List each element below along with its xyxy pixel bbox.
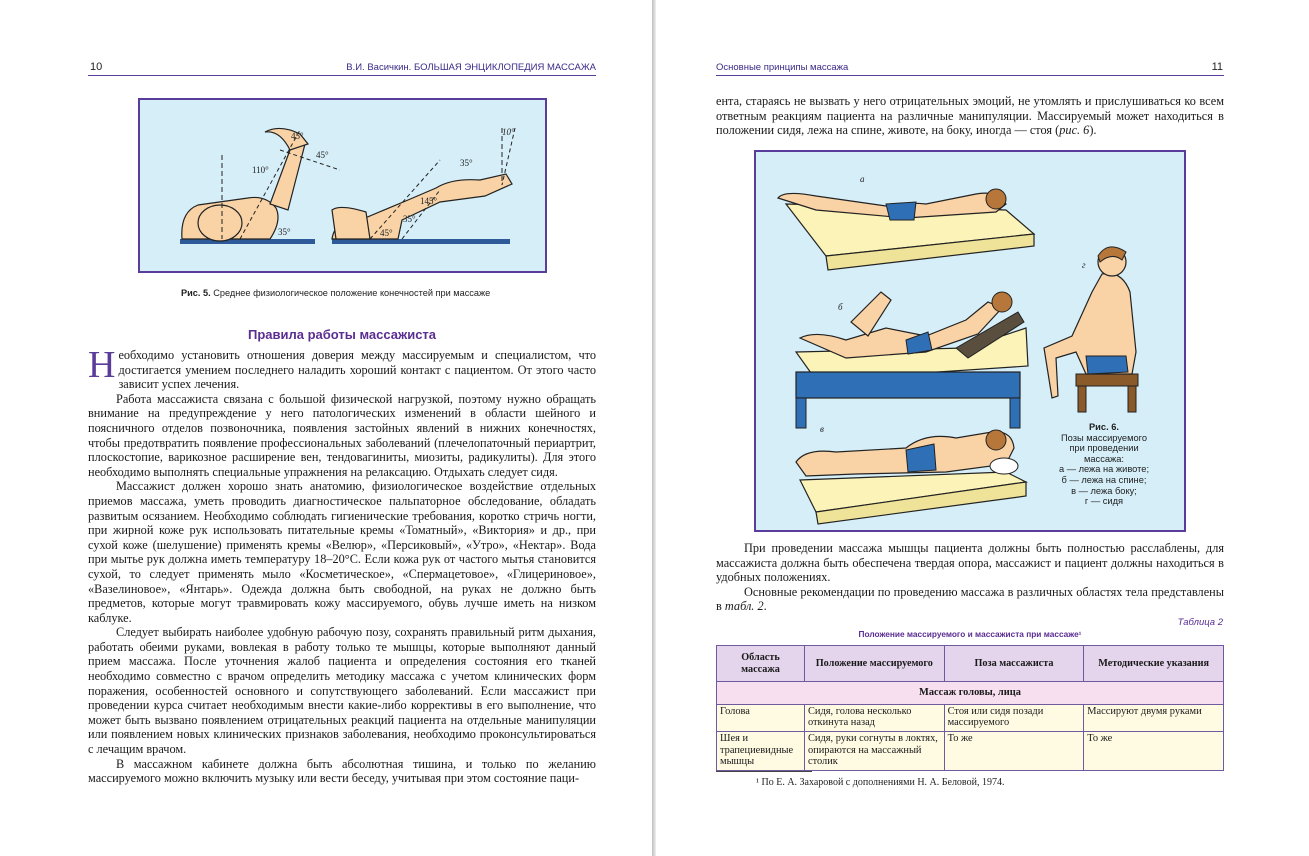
body-text-right — [716, 541, 1224, 614]
angle-label: 35° — [460, 158, 473, 168]
pose-label-g: г — [1082, 260, 1086, 270]
table-cell: То же — [1084, 731, 1224, 770]
page-number-right: 11 — [1211, 61, 1223, 73]
table-cell: Голова — [717, 704, 805, 731]
pose-label-v: в — [820, 424, 824, 434]
table-header: Поза массажиста — [944, 646, 1084, 682]
limb-position-illustration — [140, 100, 545, 271]
caption-label: Рис. 6. — [1088, 422, 1119, 432]
table-row — [717, 731, 1224, 770]
right-page — [656, 0, 1309, 856]
caption-line: г — сидя — [1084, 496, 1124, 507]
paragraph: Необходимо установить отношения доверия между массируемым и специалистом, что достигается умением последнего наладить хороший контакт с пациентом. От этого часто зависит успех лечения. — [88, 344, 596, 392]
table-cell: То же — [944, 731, 1084, 770]
table-number: Таблица 2 — [1177, 617, 1223, 628]
angle-label: 35° — [278, 227, 291, 237]
table-header: Положение массируемого — [804, 646, 944, 682]
angle-label: 45° — [291, 131, 304, 141]
caption-label: Рис. 5. — [181, 288, 211, 298]
footnote-rule — [716, 771, 812, 772]
paragraph: Основные рекомендации по проведению массажа в различных областях тела представлены в табл. 2. — [716, 584, 1224, 614]
paragraph: Следует выбирать наиболее удобную рабочую позу, сохранять правильный ритм дыхания, работать обеими руками, вовлекая в работу только те мышцы, которые выполняют данный прием массажа. После уточнения жалоб пациента и определения состояния его тканей необходимо совместно с врачом определить методику массажа с учетом клинических форм поражения, особенностей основного и сопутствующего заболеваний. Если массажист при проведении курса считает необходимым внести какие-либо коррективы в его выполнение, что может быть вызвано появлением отрицательных реакций пациента на отдельные манипуляции или появлением новых клинических признаков заболевания, необходимо проконсультироваться с лечащим врачом. — [88, 625, 596, 757]
table-cell: Стоя или сидя позади массируемого — [944, 704, 1084, 731]
caption-line: массажа: — [1083, 453, 1124, 464]
angle-label: 35° — [403, 214, 416, 224]
paragraph: В массажном кабинете должна быть абсолютная тишина, и только по желанию массируемого можно включить музыку или вести беседу, учитывая при этом состояние паци- — [88, 756, 596, 786]
table-cell: Массируют двумя руками — [1084, 704, 1224, 731]
paragraph: При проведении массажа мышцы пациента должны быть полностью расслаблены, для массажиста должна быть обеспечена твердая опора, массажист и пациент должны находиться в удобных положениях. — [716, 541, 1224, 585]
page-number-left: 10 — [90, 61, 103, 73]
caption-line: в — лежа боку; — [1071, 485, 1137, 496]
positions-table — [716, 645, 1224, 771]
caption-line: Позы массируемого — [1060, 432, 1148, 443]
table-header-row — [717, 646, 1224, 682]
running-head-right: Основные принципы массажа — [716, 62, 849, 73]
table-cell: Сидя, руки согнуты в локтях, опираются на массажный столик — [804, 731, 944, 770]
angle-label: 110° — [252, 165, 269, 175]
table-header: Область массажа — [717, 646, 805, 682]
pose-label-b: б — [838, 302, 843, 312]
angle-label: 45° — [316, 150, 329, 160]
figure-5-caption — [181, 288, 490, 298]
table-section: Массаж головы, лица — [717, 682, 1224, 705]
paragraph: Массажист должен хорошо знать анатомию, физиологическое воздействие отдельных приемов массажа, уметь проводить диагностическое пальпаторное обследование, обладать развитым осязанием. Необходимо соблюдать гигиенические требования, коротко стричь ногти, при жирной коже рук использовать питательные кремы «Томатный», «Виктория» и др., при сухой коже (шелушение) применять кремы «Велюр», «Персиковый», «Утро», «Нектар». Вода при мытье рук должна иметь температуру 18–20°С. Если кожа рук от частого мытья становится сухой, то следует применять мыло «Косметическое», «Спермацетовое», «Глицериновое», «Вазелиновое», «Янтарь». Одежда должна быть свободной, на руках не должно быть предметов, которые могут травмировать кожу массируемого, обувь лучше иметь на низком каблуке. — [88, 479, 596, 625]
table-title: Положение массируемого и массажиста при массаже¹ — [858, 629, 1082, 639]
table-cell: Сидя, голова несколько откинута назад — [804, 704, 944, 731]
footnote: ¹ По Е. А. Захаровой с дополнениями Н. А. Беловой, 1974. — [756, 777, 1005, 788]
drop-cap: Н — [88, 344, 116, 386]
header-rule-left — [88, 75, 596, 76]
table-cell: Шея и трапециевидные мышцы — [717, 731, 805, 770]
table-header: Методические указания — [1084, 646, 1224, 682]
caption-line: б — лежа на спине; — [1061, 474, 1147, 485]
table-section-row — [717, 682, 1224, 705]
paragraph: Работа массажиста связана с большой физической нагрузкой, поэтому нужно обращать внимание на предупреждение у него патологических изменений в области шейного и поясничного отделов позвоночника, появления застойных явлений в нижних конечностях, чтобы предотвратить появление профессиональных заболеваний (плечелопаточный периартрит, плоскостопие, варикозное расширение вен, тендовагиниты, миозиты, радикулиты). Для этого необходимо выполнять специальные упражнения на релаксацию. Отдыхать следует сидя. — [88, 391, 596, 479]
table-row — [717, 704, 1224, 731]
left-page — [0, 0, 652, 856]
paragraph: ента, стараясь не вызвать у него отрицательных эмоций, не утомлять и прислушиваться ко всем ответным реакциям пациента на различные манипуляции. Массируемый может находиться в положении сидя, лежа на спине, животе, на боку, иногда — стоя (рис. 6). — [716, 94, 1224, 138]
caption-text: Среднее физиологическое положение конечностей при массаже — [213, 288, 491, 298]
angle-label: 10° — [502, 127, 515, 137]
header-rule-right — [716, 75, 1224, 76]
figure-6-caption — [1044, 422, 1164, 507]
pose-label-a: а — [860, 174, 865, 184]
caption-line: а — лежа на животе; — [1058, 464, 1150, 475]
section-title: Правила работы массажиста — [247, 327, 437, 342]
body-text-left — [88, 344, 596, 786]
angle-label: 45° — [380, 228, 393, 238]
caption-line: при проведении — [1069, 443, 1139, 454]
figure-5 — [138, 98, 547, 273]
running-head-left: В.И. Васичкин. БОЛЬШАЯ ЭНЦИКЛОПЕДИЯ МАССАЖА — [346, 62, 596, 73]
angle-label: 145° — [420, 196, 438, 206]
